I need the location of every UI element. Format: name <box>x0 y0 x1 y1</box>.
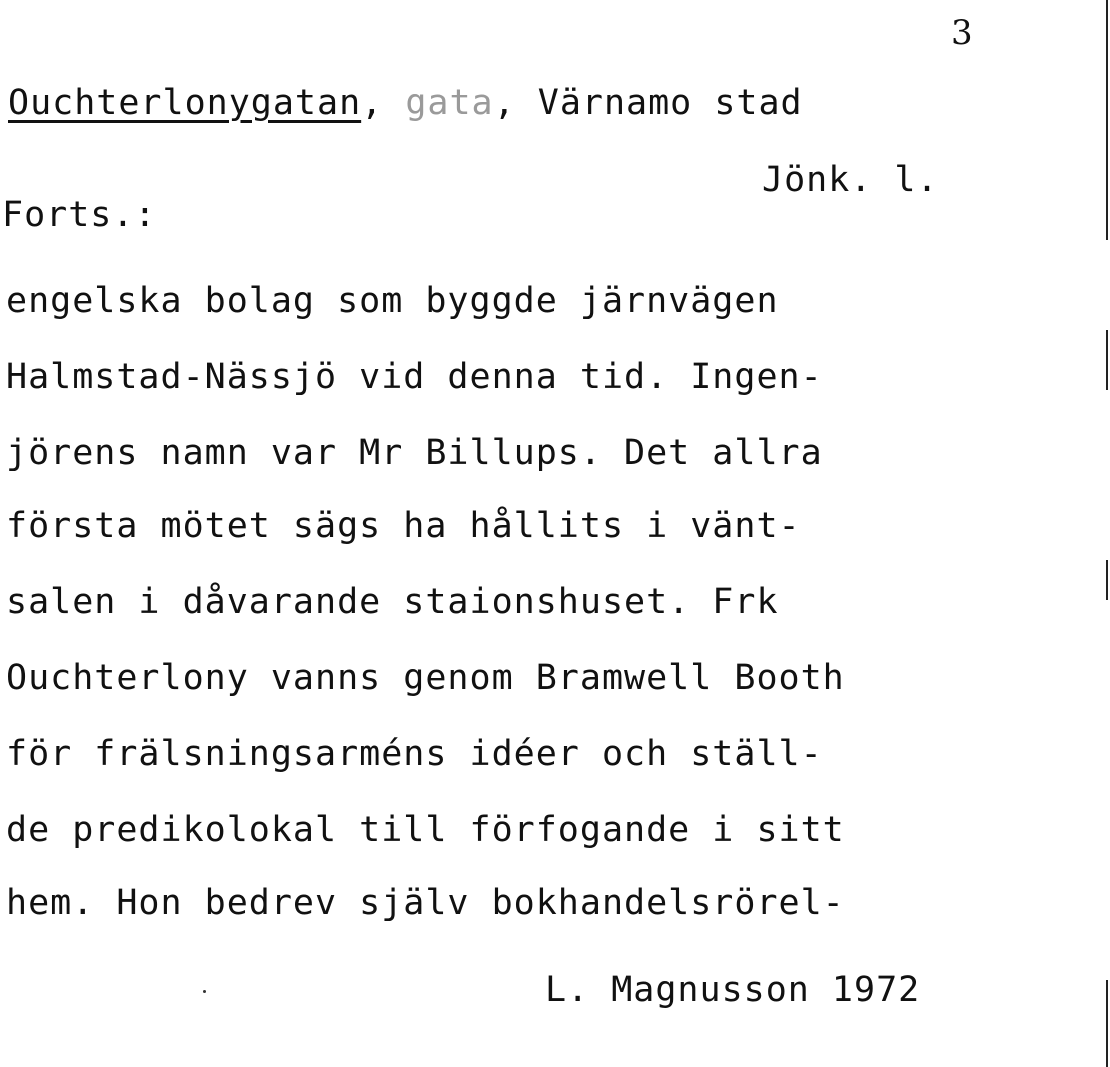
stray-ink-dot <box>203 990 206 993</box>
body-line: Halmstad-Nässjö vid denna tid. Ingen- <box>6 357 823 397</box>
card-heading <box>8 83 803 123</box>
body-line: för frälsningsarméns idéer och ställ- <box>6 734 823 774</box>
heading-location: , Värnamo stad <box>493 83 803 123</box>
street-type: gata <box>405 83 494 123</box>
street-name: Ouchterlonygatan <box>8 83 362 123</box>
card-edge-line <box>1106 560 1108 600</box>
page-number: 3 <box>951 13 974 53</box>
body-line: salen i dåvarande staionshuset. Frk <box>6 582 779 622</box>
author-signature: L. Magnusson 1972 <box>545 970 921 1010</box>
region-label: Jönk. l. <box>762 160 939 200</box>
body-line: första mötet sägs ha hållits i vänt- <box>6 506 801 546</box>
body-line: Ouchterlony vanns genom Bramwell Booth <box>6 658 845 698</box>
body-line: de predikolokal till förfogande i sitt <box>6 810 845 850</box>
continuation-label: Forts.: <box>2 195 157 235</box>
body-line: jörens namn var Mr Billups. Det allra <box>6 433 823 473</box>
card-edge-line <box>1106 330 1108 390</box>
body-line: hem. Hon bedrev själv bokhandelsrörel- <box>6 883 845 923</box>
body-line: engelska bolag som byggde järnvägen <box>6 281 779 321</box>
card-edge-line <box>1106 980 1108 1067</box>
card-edge-line <box>1106 0 1108 240</box>
heading-separator: , <box>361 83 384 123</box>
